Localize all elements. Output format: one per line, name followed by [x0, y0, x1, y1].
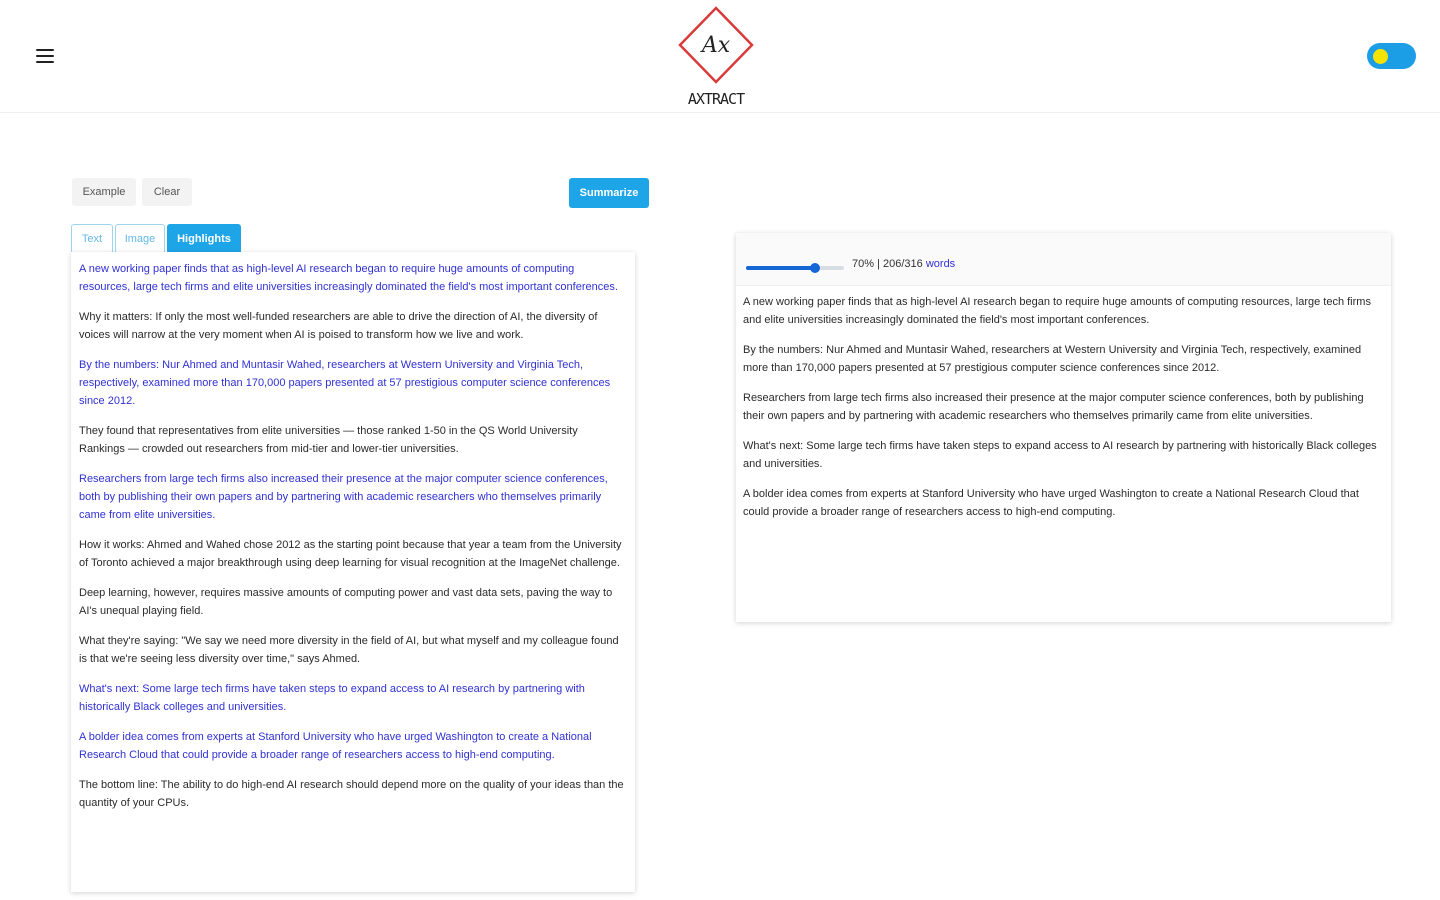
article-paragraph: Why it matters: If only the most well-funded researchers are able to drive the direction of AI, the diversity of voices will narrow at the very moment when AI is poised to transform how we live and work.	[79, 311, 598, 341]
summary-paragraph: A bolder idea comes from experts at Stanford University who have urged Washington to create a National Research Cloud that could provide a broader range of researchers access to high-end computing.	[743, 488, 1359, 518]
hamburger-menu-icon[interactable]	[36, 49, 54, 65]
input-tabs	[71, 224, 243, 254]
article-highlights-panel[interactable]	[71, 252, 635, 892]
summarize-button[interactable]: Summarize	[569, 178, 649, 208]
logo[interactable]	[672, 4, 760, 110]
summary-text	[736, 286, 1391, 521]
slider-fill	[746, 266, 815, 270]
theme-toggle[interactable]	[1367, 43, 1416, 69]
logo-text: AXTRACT	[687, 90, 745, 108]
logo-diamond-icon	[672, 4, 760, 90]
summary-paragraph: Researchers from large tech firms also increased their presence at the major computer science conferences, both by publishing their own papers and by partnering with academic researchers who themselves primarily came from elite universities.	[743, 392, 1364, 422]
article-paragraph: By the numbers: Nur Ahmed and Muntasir Wahed, researchers at Western University and Virginia Tech, respectively, examined more than 170,000 papers presented at 57 prestigious computer science conferences since 2012.	[79, 359, 611, 407]
clear-button[interactable]: Clear	[142, 178, 192, 206]
logo-mark: Ax	[701, 33, 731, 58]
summary-length-slider[interactable]	[746, 266, 844, 270]
example-button[interactable]: Example	[72, 178, 136, 206]
summary-paragraph: By the numbers: Nur Ahmed and Muntasir Wahed, researchers at Western University and Virginia Tech, respectively, examined more than 170,000 papers presented at 57 prestigious computer science conferences since 2012.	[743, 344, 1362, 374]
article-paragraph: What they're saying: "We say we need more diversity in the field of AI, but what myself and my colleague found is that we're seeing less diversity over time," says Ahmed.	[79, 635, 619, 665]
summary-percent: 70%	[852, 258, 875, 270]
article-paragraph: The bottom line: The ability to do high-end AI research should depend more on the quality of your ideas than the quantity of your CPUs.	[79, 779, 624, 809]
article-paragraph: Deep learning, however, requires massive amounts of computing power and vast data sets, paving the way to AI's unequal playing field.	[79, 587, 613, 617]
article-paragraph: They found that representatives from elite universities — those ranked 1-50 in the QS World University Rankings — crowded out researchers from mid-tier and lower-tier universities.	[79, 425, 578, 455]
summary-controls	[736, 233, 1391, 286]
article-paragraph: What's next: Some large tech firms have taken steps to expand access to AI research by partnering with historically Black colleges and universities.	[79, 683, 585, 713]
article-paragraph: Researchers from large tech firms also increased their presence at the major computer science conferences, both by publishing their own papers and by partnering with academic researchers who themselves primarily came from elite universities.	[79, 473, 608, 521]
tab-image[interactable]: Image	[115, 224, 165, 254]
article-paragraph: How it works: Ahmed and Wahed chose 2012 as the starting point because that year a team from the University of Toronto achieved a major breakthrough using deep learning for visual recognition at the ImageNet challenge.	[79, 539, 622, 569]
article-paragraph: A new working paper finds that as high-level AI research began to require huge amounts of computing resources, large tech firms and elite universities increasingly dominated the field's most important conferences.	[79, 263, 618, 293]
summary-paragraph: What's next: Some large tech firms have taken steps to expand access to AI research by partnering with historically Black colleges and universities.	[743, 440, 1377, 470]
summary-words-label: words	[925, 258, 956, 270]
toggle-knob-icon	[1373, 49, 1388, 64]
summary-stats	[852, 258, 955, 270]
article-paragraph: A bolder idea comes from experts at Stanford University who have urged Washington to create a National Research Cloud that could provide a broader range of researchers access to high-end computing.	[79, 731, 592, 761]
tab-text[interactable]: Text	[71, 224, 113, 254]
summary-word-ratio: 206/316	[883, 258, 923, 270]
summary-panel	[736, 233, 1391, 622]
app-header	[0, 0, 1440, 113]
stats-separator: |	[877, 258, 884, 270]
slider-thumb[interactable]	[810, 263, 820, 273]
tab-highlights[interactable]: Highlights	[167, 224, 241, 254]
summary-paragraph: A new working paper finds that as high-level AI research began to require huge amounts of computing resources, large tech firms and elite universities increasingly dominated the field's most important conferences.	[743, 296, 1371, 326]
